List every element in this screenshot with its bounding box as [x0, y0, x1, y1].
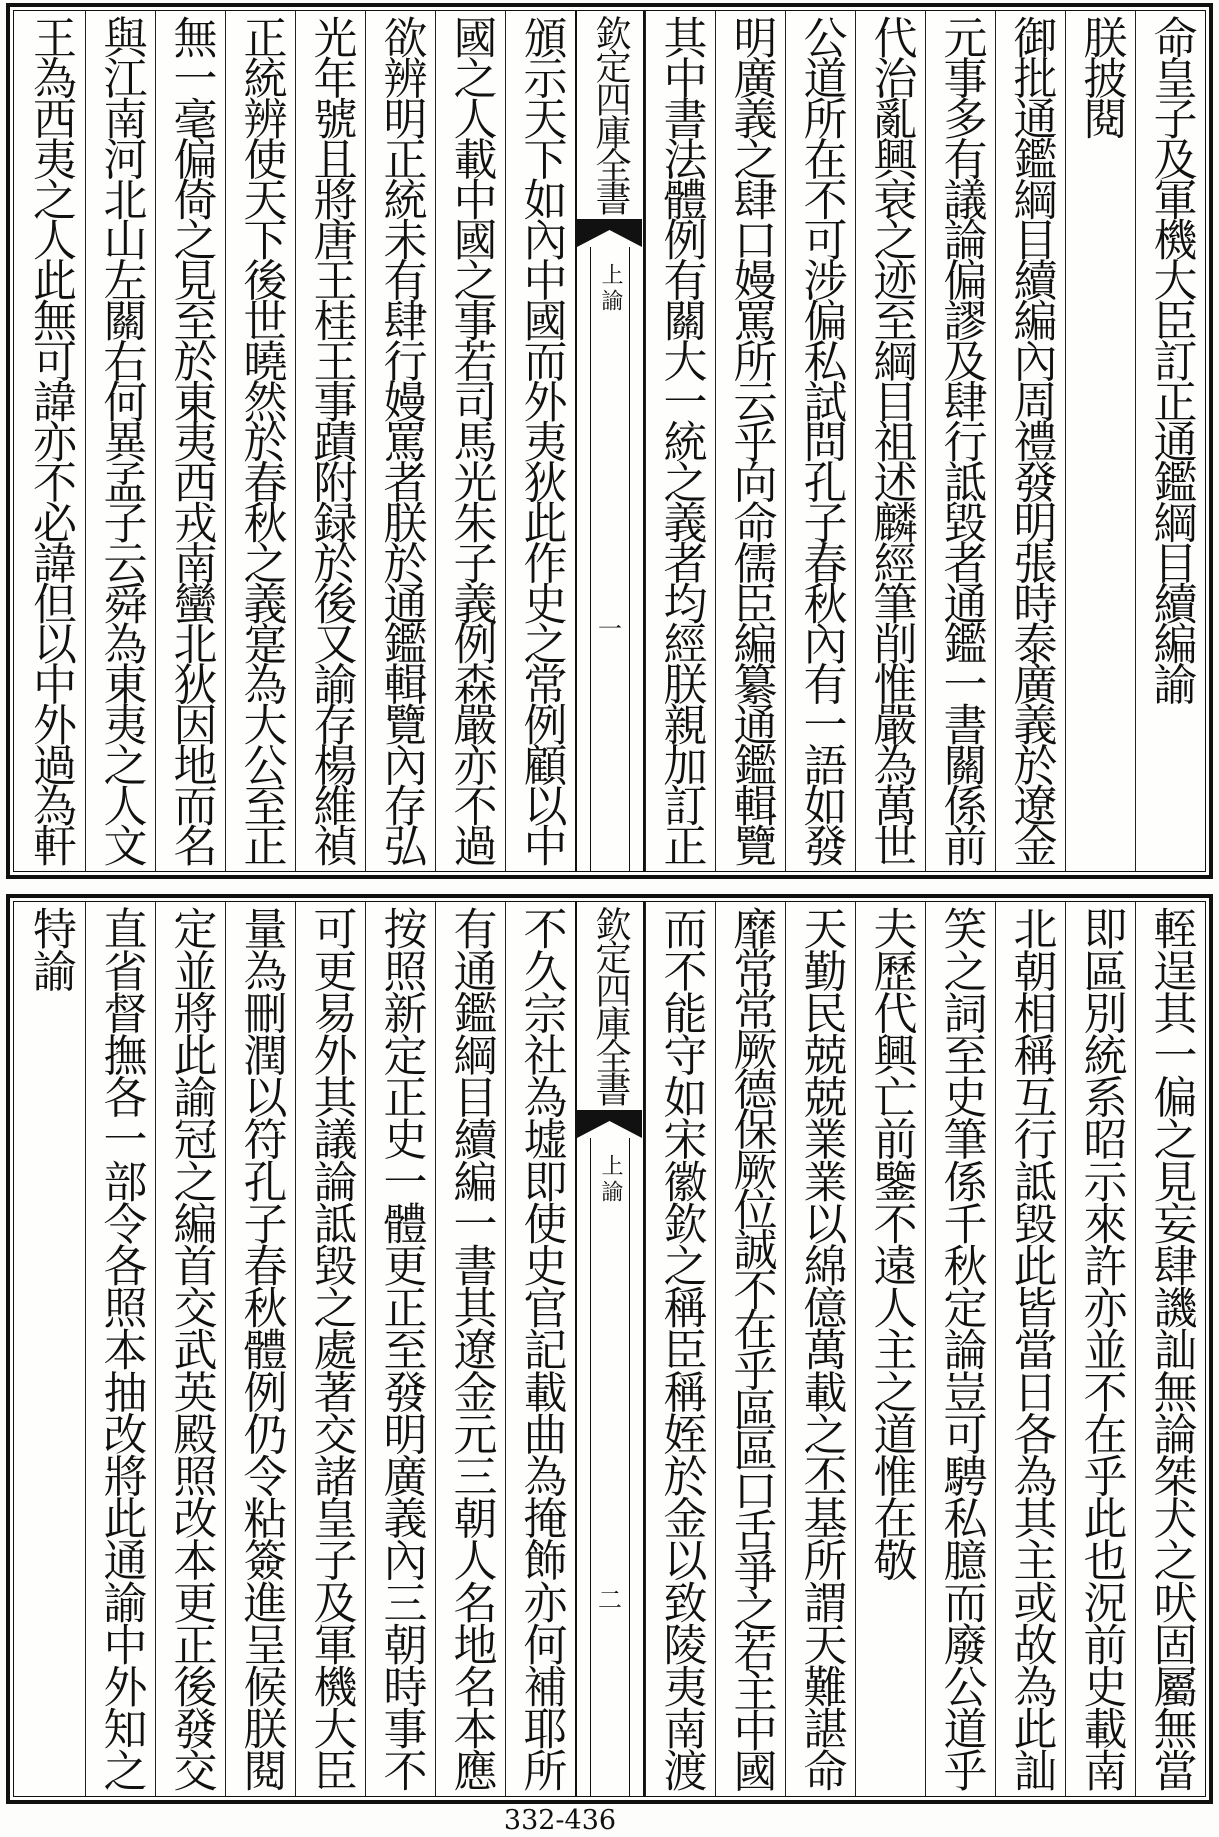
column-text: 按照新定正史一體更正至發明廣義內三朝時事不 [375, 906, 427, 1791]
gutter-section-label [577, 1154, 643, 1206]
text-column [85, 11, 155, 871]
gutter-section-label [577, 263, 643, 315]
column-text: 靡常常厥德保厥位誠不在乎區區口舌爭之若主中國 [725, 906, 777, 1789]
column-text: 公道所在不可涉偏私試問孔子春秋內有一語如發 [795, 15, 847, 864]
text-column [365, 11, 435, 871]
column-text: 無一毫偏倚之見至於東夷西戎南蠻北狄因地而名 [165, 15, 217, 864]
page-number: 332-436 [503, 1805, 617, 1836]
text-column [995, 902, 1065, 1796]
center-gutter [575, 902, 645, 1796]
fishtail-ornament-icon [577, 219, 642, 247]
gutter-title-text: 欽定四庫全書 [590, 15, 631, 213]
bottom-panel-frame [13, 901, 1206, 1797]
text-column [155, 11, 225, 871]
center-gutter [575, 11, 645, 871]
column-text: 欲辨明正統未有肆行嫚罵者朕於通鑑輯覽內存弘 [375, 15, 427, 864]
fishtail-ornament-icon [577, 1110, 642, 1138]
text-column [1135, 11, 1205, 871]
text-column [785, 11, 855, 871]
text-column [295, 11, 365, 871]
text-column [225, 11, 295, 871]
text-column [155, 902, 225, 1796]
gutter-title-text: 欽定四庫全書 [590, 906, 631, 1104]
column-text: 代治亂興衰之迹至綱目祖述麟經筆削惟嚴為萬世 [865, 15, 917, 864]
text-column [925, 902, 995, 1796]
column-text: 笑之詞至史筆係千秋定論豈可騁私臆而廢公道乎 [935, 906, 987, 1791]
column-text: 天勤民兢兢業業以綿億萬載之丕基所謂天難諶命 [795, 906, 847, 1791]
gutter-title [577, 906, 643, 1104]
column-text: 朕披閱 [1075, 15, 1127, 137]
text-column [645, 11, 715, 871]
column-text: 輊逞其一偏之見妄肆譏訕無論桀犬之吠固屬無當 [1145, 906, 1197, 1791]
column-text: 頒示天下如內中國而外夷狄此作史之常例顧以中 [515, 15, 567, 864]
text-column [295, 902, 365, 1796]
leaf-number-text: 一 [598, 615, 622, 643]
bottom-panel [6, 894, 1213, 1804]
text-column [1065, 902, 1135, 1796]
leaf-number [577, 1588, 643, 1612]
text-column [225, 902, 295, 1796]
section-label-text: 上諭 [598, 1154, 623, 1206]
text-column [365, 902, 435, 1796]
column-text: 夫歷代興亡前鑒不遠人主之道惟在敬 [865, 906, 917, 1580]
column-text: 而不能守如宋徽欽之稱臣稱姪於金以致陵夷南渡 [655, 906, 707, 1791]
section-label-text: 上諭 [598, 263, 623, 315]
text-column [715, 11, 785, 871]
leaf-number-text: 二 [598, 1586, 622, 1614]
column-text: 不久宗社為墟即使史官記載曲為掩飾亦何補耶所 [515, 906, 567, 1791]
column-text: 命皇子及軍機大臣訂正通鑑綱目續編諭 [1145, 15, 1197, 702]
column-text: 與江南河北山左關右何異孟子云舜為東夷之人文 [95, 15, 147, 864]
text-column [15, 902, 85, 1796]
column-text: 其中書法體例有關大一統之義者均經朕親加訂正 [655, 15, 707, 864]
column-text: 王為西夷之人此無可諱亦不必諱但以中外過為軒 [25, 15, 76, 864]
top-panel-frame [13, 10, 1206, 872]
column-text: 有通鑑綱目續編一書其遼金元三朝人名地名本應 [445, 906, 497, 1791]
column-text: 即區別統系昭示來許亦並不在乎此也況前史載南 [1075, 906, 1127, 1791]
text-column [85, 902, 155, 1796]
top-panel [6, 3, 1213, 879]
text-column [505, 11, 575, 871]
leaf-number [577, 617, 643, 641]
text-column [1065, 11, 1135, 871]
text-column [785, 902, 855, 1796]
text-column [645, 902, 715, 1796]
column-text: 正統辨使天下後世曉然於春秋之義寔為大公至正 [235, 15, 287, 864]
text-column [855, 902, 925, 1796]
column-text: 特諭 [25, 906, 76, 991]
gutter-title [577, 15, 643, 213]
column-text: 御批通鑑綱目續編內周禮發明張時泰廣義於遼金 [1005, 15, 1057, 864]
text-column [435, 11, 505, 871]
gutter-inner-box [590, 1138, 630, 1796]
column-text: 北朝相稱互行詆毀此皆當日各為其主或故為此訕 [1005, 906, 1057, 1791]
text-column [505, 902, 575, 1796]
text-column [715, 902, 785, 1796]
text-column [995, 11, 1065, 871]
column-text: 直省督撫各一部令各照本抽改將此通諭中外知之 [95, 906, 147, 1791]
column-text: 明廣義之肆口嫚罵所云乎向命儒臣編纂通鑑輯覽 [725, 15, 777, 864]
column-text: 量為刪潤以符孔子春秋體例仍令粘簽進呈候朕閱 [235, 906, 287, 1791]
text-column [855, 11, 925, 871]
gutter-inner-box [590, 247, 630, 871]
column-text: 國之人載中國之事若司馬光朱子義例森嚴亦不過 [445, 15, 497, 864]
column-text: 光年號且將唐王桂王事蹟附録於後又諭存楊維禎 [305, 15, 357, 864]
column-text: 可更易外其議論詆毀之處著交諸皇子及軍機大臣 [305, 906, 357, 1791]
text-column [925, 11, 995, 871]
text-column [435, 902, 505, 1796]
text-column [15, 11, 85, 871]
column-text: 定並將此諭冠之編首交武英殿照改本更正後發交 [165, 906, 217, 1791]
column-text: 元事多有議論偏謬及肆行詆毀者通鑑一書關係前 [935, 15, 987, 864]
text-column [1135, 902, 1205, 1796]
